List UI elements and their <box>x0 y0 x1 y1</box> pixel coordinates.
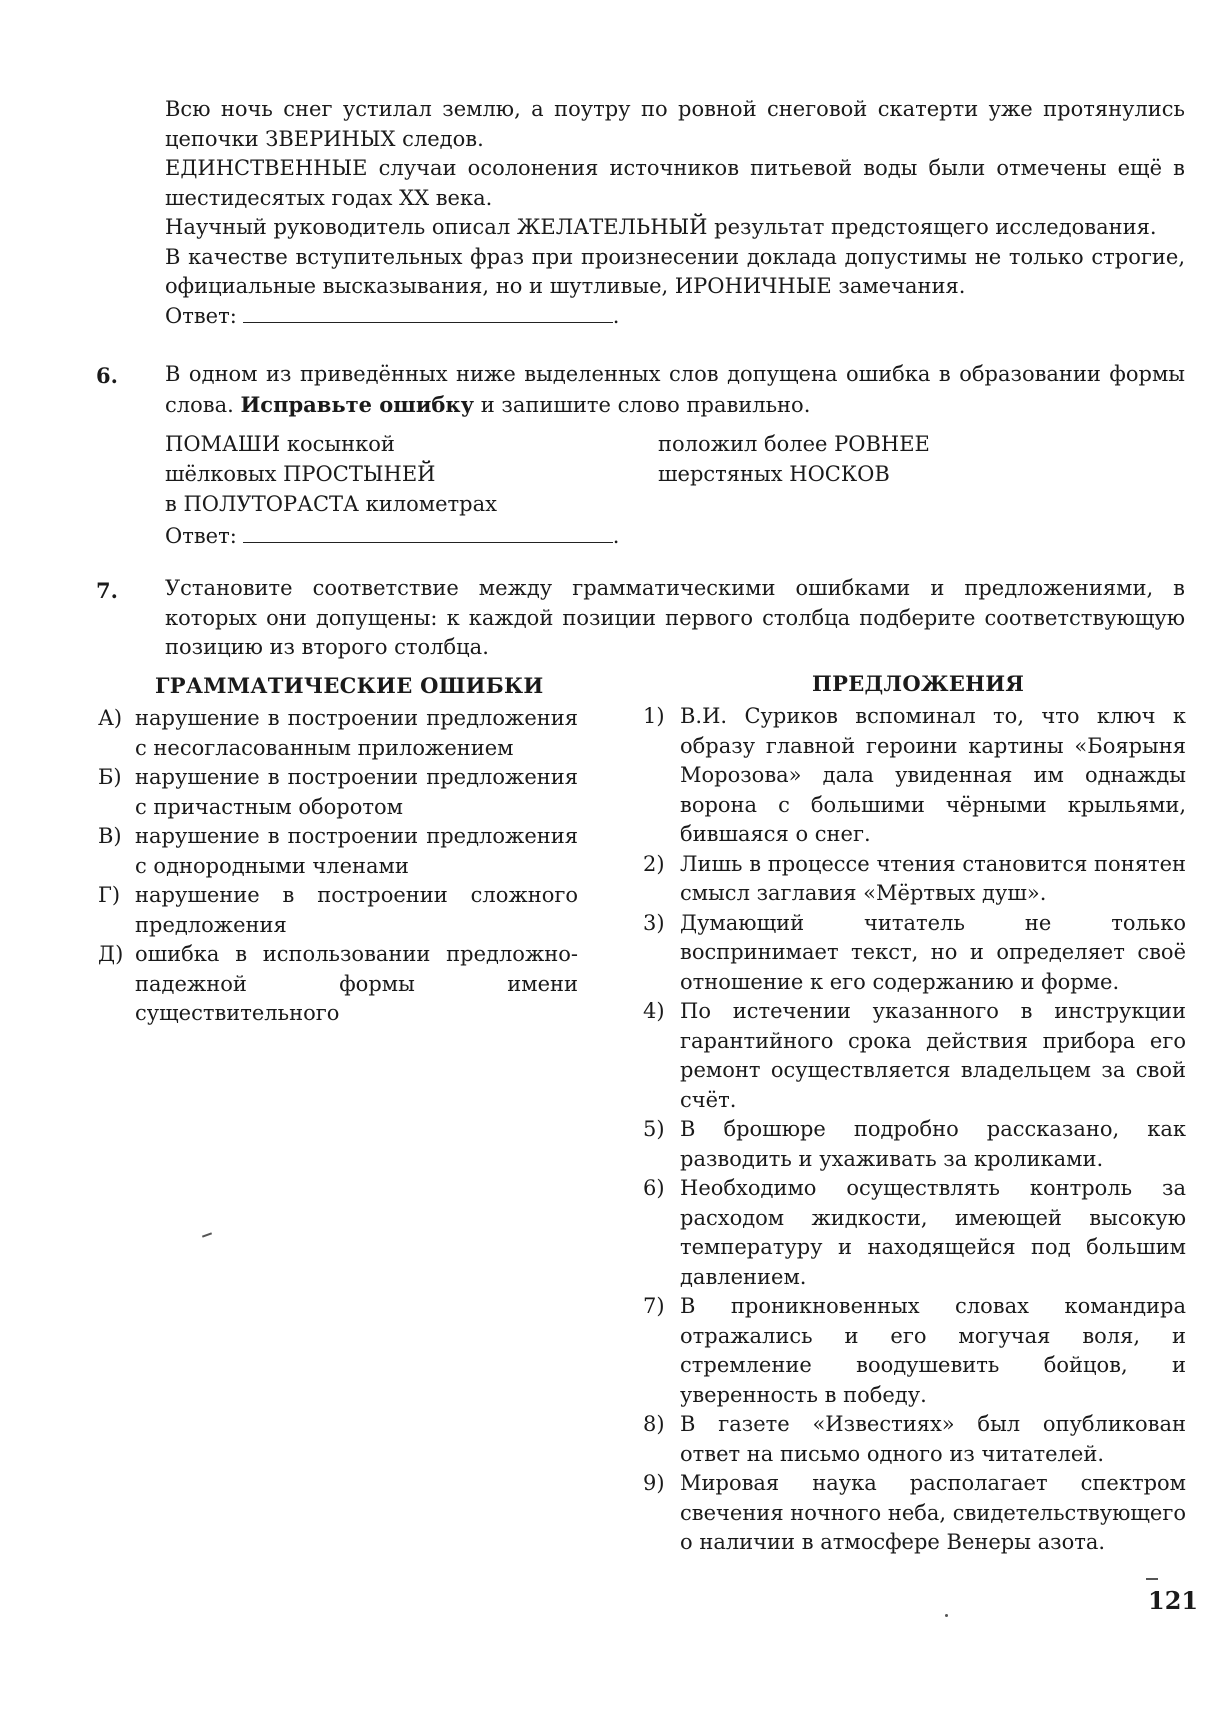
task6-text <box>165 360 1185 420</box>
task5-sentences <box>165 95 1185 331</box>
list-item: Г) нарушение в построении сложного предложения <box>98 883 578 937</box>
list-item: Д) ошибка в использовании предложно-падежной формы имени существительного <box>98 942 578 1025</box>
right-column-header: ПРЕДЛОЖЕНИЯ <box>812 671 1025 696</box>
task7-text: Установите соответствие между грамматическими ошибками и предложениями, в которых они допущены: к каждой позиции первого столбца подберите соответствующую позицию из второго столбца. <box>165 576 1185 659</box>
task6-text-after: и запишите слово правильно. <box>480 392 811 417</box>
list-item: А) нарушение в построении предложения с несогласованным приложением <box>98 706 578 760</box>
task6-answer: Ответ: . <box>165 524 620 548</box>
answer-line[interactable] <box>243 522 613 543</box>
list-item: 9) Мировая наука располагает спектром свечения ночного неба, свидетельствующего о наличии в атмосфере Венеры азота. <box>643 1471 1186 1554</box>
task6-text-before: В одном из приведённых ниже выделенных слов допущена ошибка в образовании формы слова. <box>165 362 1185 417</box>
list-item: 2) Лишь в процессе чтения становится понятен смысл заглавия «Мёртвых душ». <box>643 851 1186 905</box>
list-item: В) нарушение в построении предложения с однородными членами <box>98 824 578 878</box>
task6-words-right <box>658 429 930 489</box>
page-number: 121 <box>1148 1586 1199 1615</box>
list-item: 6) Необходимо осуществлять контроль за расходом жидкости, имеющей высокую температуру и находящейся под большим давлением. <box>643 1176 1186 1289</box>
word-item: шёлковых ПРОСТЫНЕЙ <box>165 462 436 486</box>
page-number-dash <box>1146 1578 1158 1580</box>
word-item: шерстяных НОСКОВ <box>658 462 890 486</box>
list-item: 5) В брошюре подробно рассказано, как разводить и ухаживать за кроликами. <box>643 1117 1186 1171</box>
task6-number: 6. <box>96 363 118 388</box>
left-column-header: ГРАММАТИЧЕСКИЕ ОШИБКИ <box>155 673 544 698</box>
list-item: 8) В газете «Известиях» был опубликован ответ на письмо одного из читателей. <box>643 1412 1186 1466</box>
sentence-3: Научный руководитель описал ЖЕЛАТЕЛЬНЫЙ результат предстоящего исследования. <box>165 215 1157 239</box>
list-item: 4) По истечении указанного в инструкции гарантийного срока действия прибора его ремонт осуществляется владельцем за свой счёт. <box>643 999 1186 1112</box>
scan-speck <box>202 1232 212 1237</box>
sentence-1: Всю ночь снег устилал землю, а поутру по ровной снеговой скатерти уже протянулись цепочки ЗВЕРИНЫХ следов. <box>165 97 1185 151</box>
answer-label: Ответ: <box>165 524 237 548</box>
sentence-4: В качестве вступительных фраз при произнесении доклада допустимы не только строгие, официальные высказывания, но и шутливые, ИРОНИЧНЫЕ замечания. <box>165 244 1185 298</box>
errors-list <box>98 704 578 1029</box>
task6-text-bold: Исправьте ошибку <box>240 391 475 417</box>
list-item: 3) Думающий читатель не только воспринимает текст, но и определяет своё отношение к его содержанию и форме. <box>643 910 1186 994</box>
sentences-list <box>643 702 1186 1558</box>
task6-words-left <box>165 429 497 519</box>
word-item: положил более РОВНЕЕ <box>658 432 930 456</box>
answer-line[interactable] <box>243 302 613 323</box>
sentence-2: ЕДИНСТВЕННЫЕ случаи осолонения источников питьевой воды были отмечены ещё в шестидесятых годах XX века. <box>165 156 1185 210</box>
list-item: 7) В проникновенных словах командира отражались и его могучая воля, и стремление воодушевить бойцов, и уверенность в победу. <box>643 1294 1186 1407</box>
list-item: Б) нарушение в построении предложения с причастным оборотом <box>98 765 578 819</box>
list-item: 1) В.И. Суриков вспоминал то, что ключ к образу главной героини картины «Боярыня Морозова» дала увиденная им однажды ворона с большими чёрными крыльями, бившаяся о снег. <box>643 704 1186 846</box>
scan-speck <box>945 1614 948 1617</box>
task7-number: 7. <box>96 578 118 603</box>
answer-label: Ответ: <box>165 303 237 328</box>
task5-answer: Ответ: . <box>165 303 620 328</box>
word-item: ПОМАШИ косынкой <box>165 432 395 456</box>
word-item: в ПОЛУТОРАСТА километрах <box>165 492 497 516</box>
